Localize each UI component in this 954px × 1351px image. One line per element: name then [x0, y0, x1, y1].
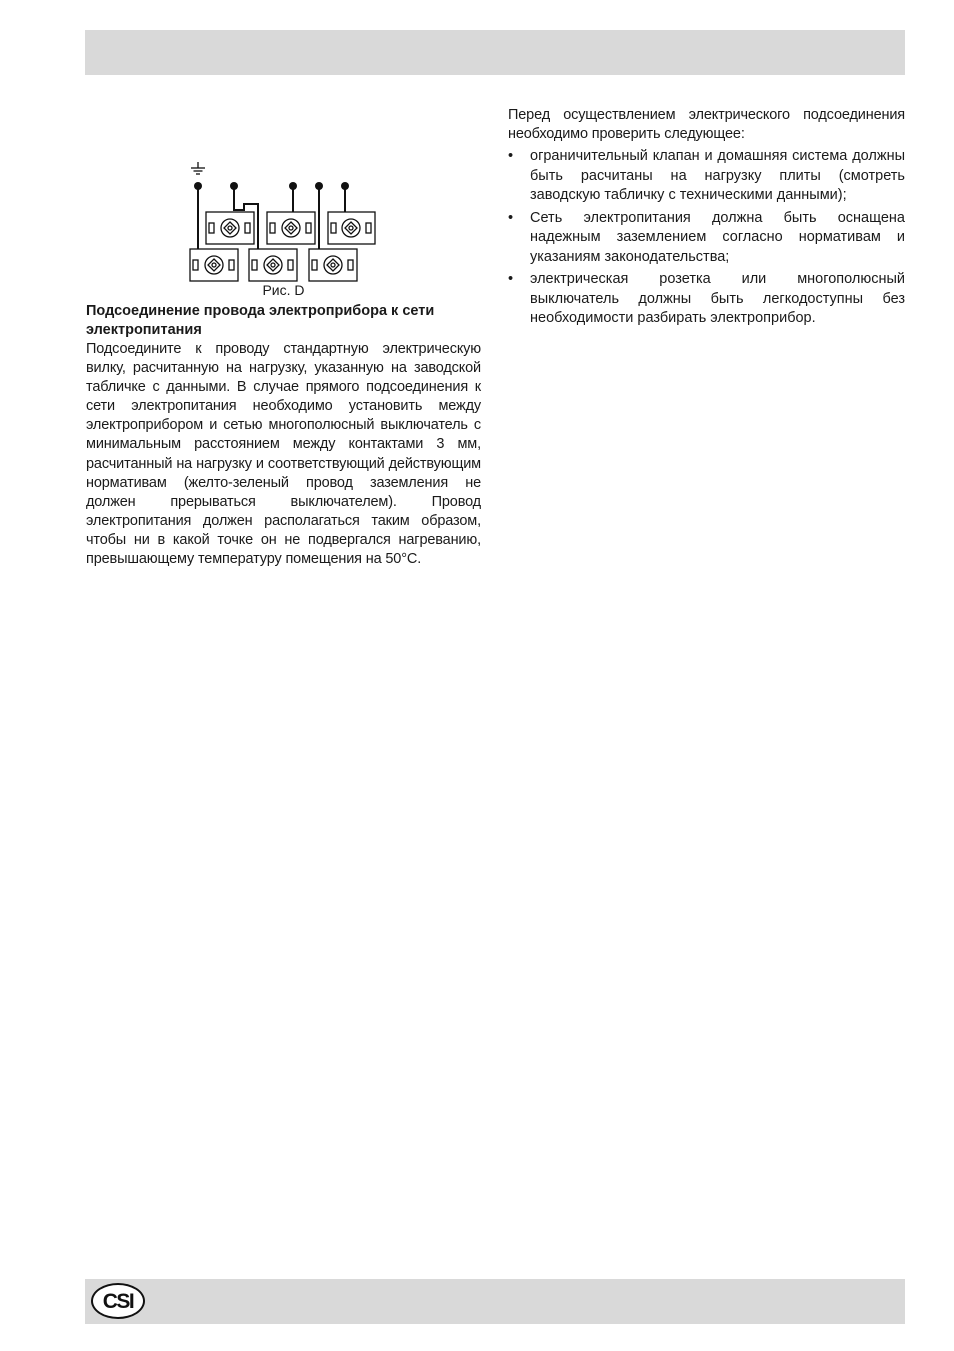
- connection-instructions: Подсоедините к проводу стандартную электрическую вилку, расчитанную на нагрузку, указанную на заводской табличке с данными. В случае прямого подсоединения к сети электропитания необходимо установить между электроприбором и сетью многополюсный выключатель с минимальным расстоянием между контактами 3 мм, расчитанный на нагрузку и соответствующий действующим нормативам (желто-зеленый провод заземления не должен прерываться выключателем). Провод электропитания должен располагаться таким образом, чтобы ни в какой точке он не подвергался нагреванию, превышающему температуру помещения на 50°C.: [86, 341, 481, 568]
- figure-caption: Рис. D: [262, 282, 305, 298]
- header-band: [85, 30, 905, 75]
- terminal-diagram: [86, 90, 481, 302]
- terminal-block-wiring-diagram: [86, 90, 481, 302]
- bullet-icon: •: [508, 209, 514, 226]
- terminal-upper-1: [206, 212, 254, 244]
- list-item-text: Сеть электропитания должна быть оснащена надежным заземлением согласно нормативам и указаниям законодательства;: [530, 209, 905, 265]
- list-item: [508, 209, 905, 268]
- terminal-upper-3: [328, 212, 375, 244]
- list-item: [508, 147, 905, 206]
- csi-logo-mark: [96, 1288, 140, 1314]
- bullet-icon: •: [508, 271, 514, 288]
- checklist-intro: Перед осуществлением электрического подсоединения необходимо проверить следующее:: [508, 107, 905, 143]
- right-column: [508, 106, 905, 332]
- bullet-icon: •: [508, 148, 514, 165]
- footer-band: [85, 1279, 905, 1324]
- checklist: [508, 147, 905, 329]
- logo-text: CSI: [102, 1290, 134, 1313]
- list-item-text: ограничительный клапан и домашняя система должны быть расчитаны на нагрузку плиты (смотреть заводскую табличку с техническими данными);: [530, 148, 905, 204]
- terminal-lower-2: [249, 249, 297, 281]
- list-item: [508, 270, 905, 329]
- terminal-lower-1: [190, 249, 238, 281]
- terminal-lower-3: [309, 249, 357, 281]
- left-column: [86, 90, 481, 569]
- ground-icon: [191, 162, 205, 174]
- list-item-text: электрическая розетка или многополюсный выключатель должны быть легкодоступны без необходимости разбирать электроприбор.: [530, 271, 905, 327]
- section-heading: Подсоединение провода электроприбора к сети электропитания: [86, 303, 435, 338]
- terminal-upper-2: [267, 212, 315, 244]
- csi-logo: [91, 1283, 145, 1319]
